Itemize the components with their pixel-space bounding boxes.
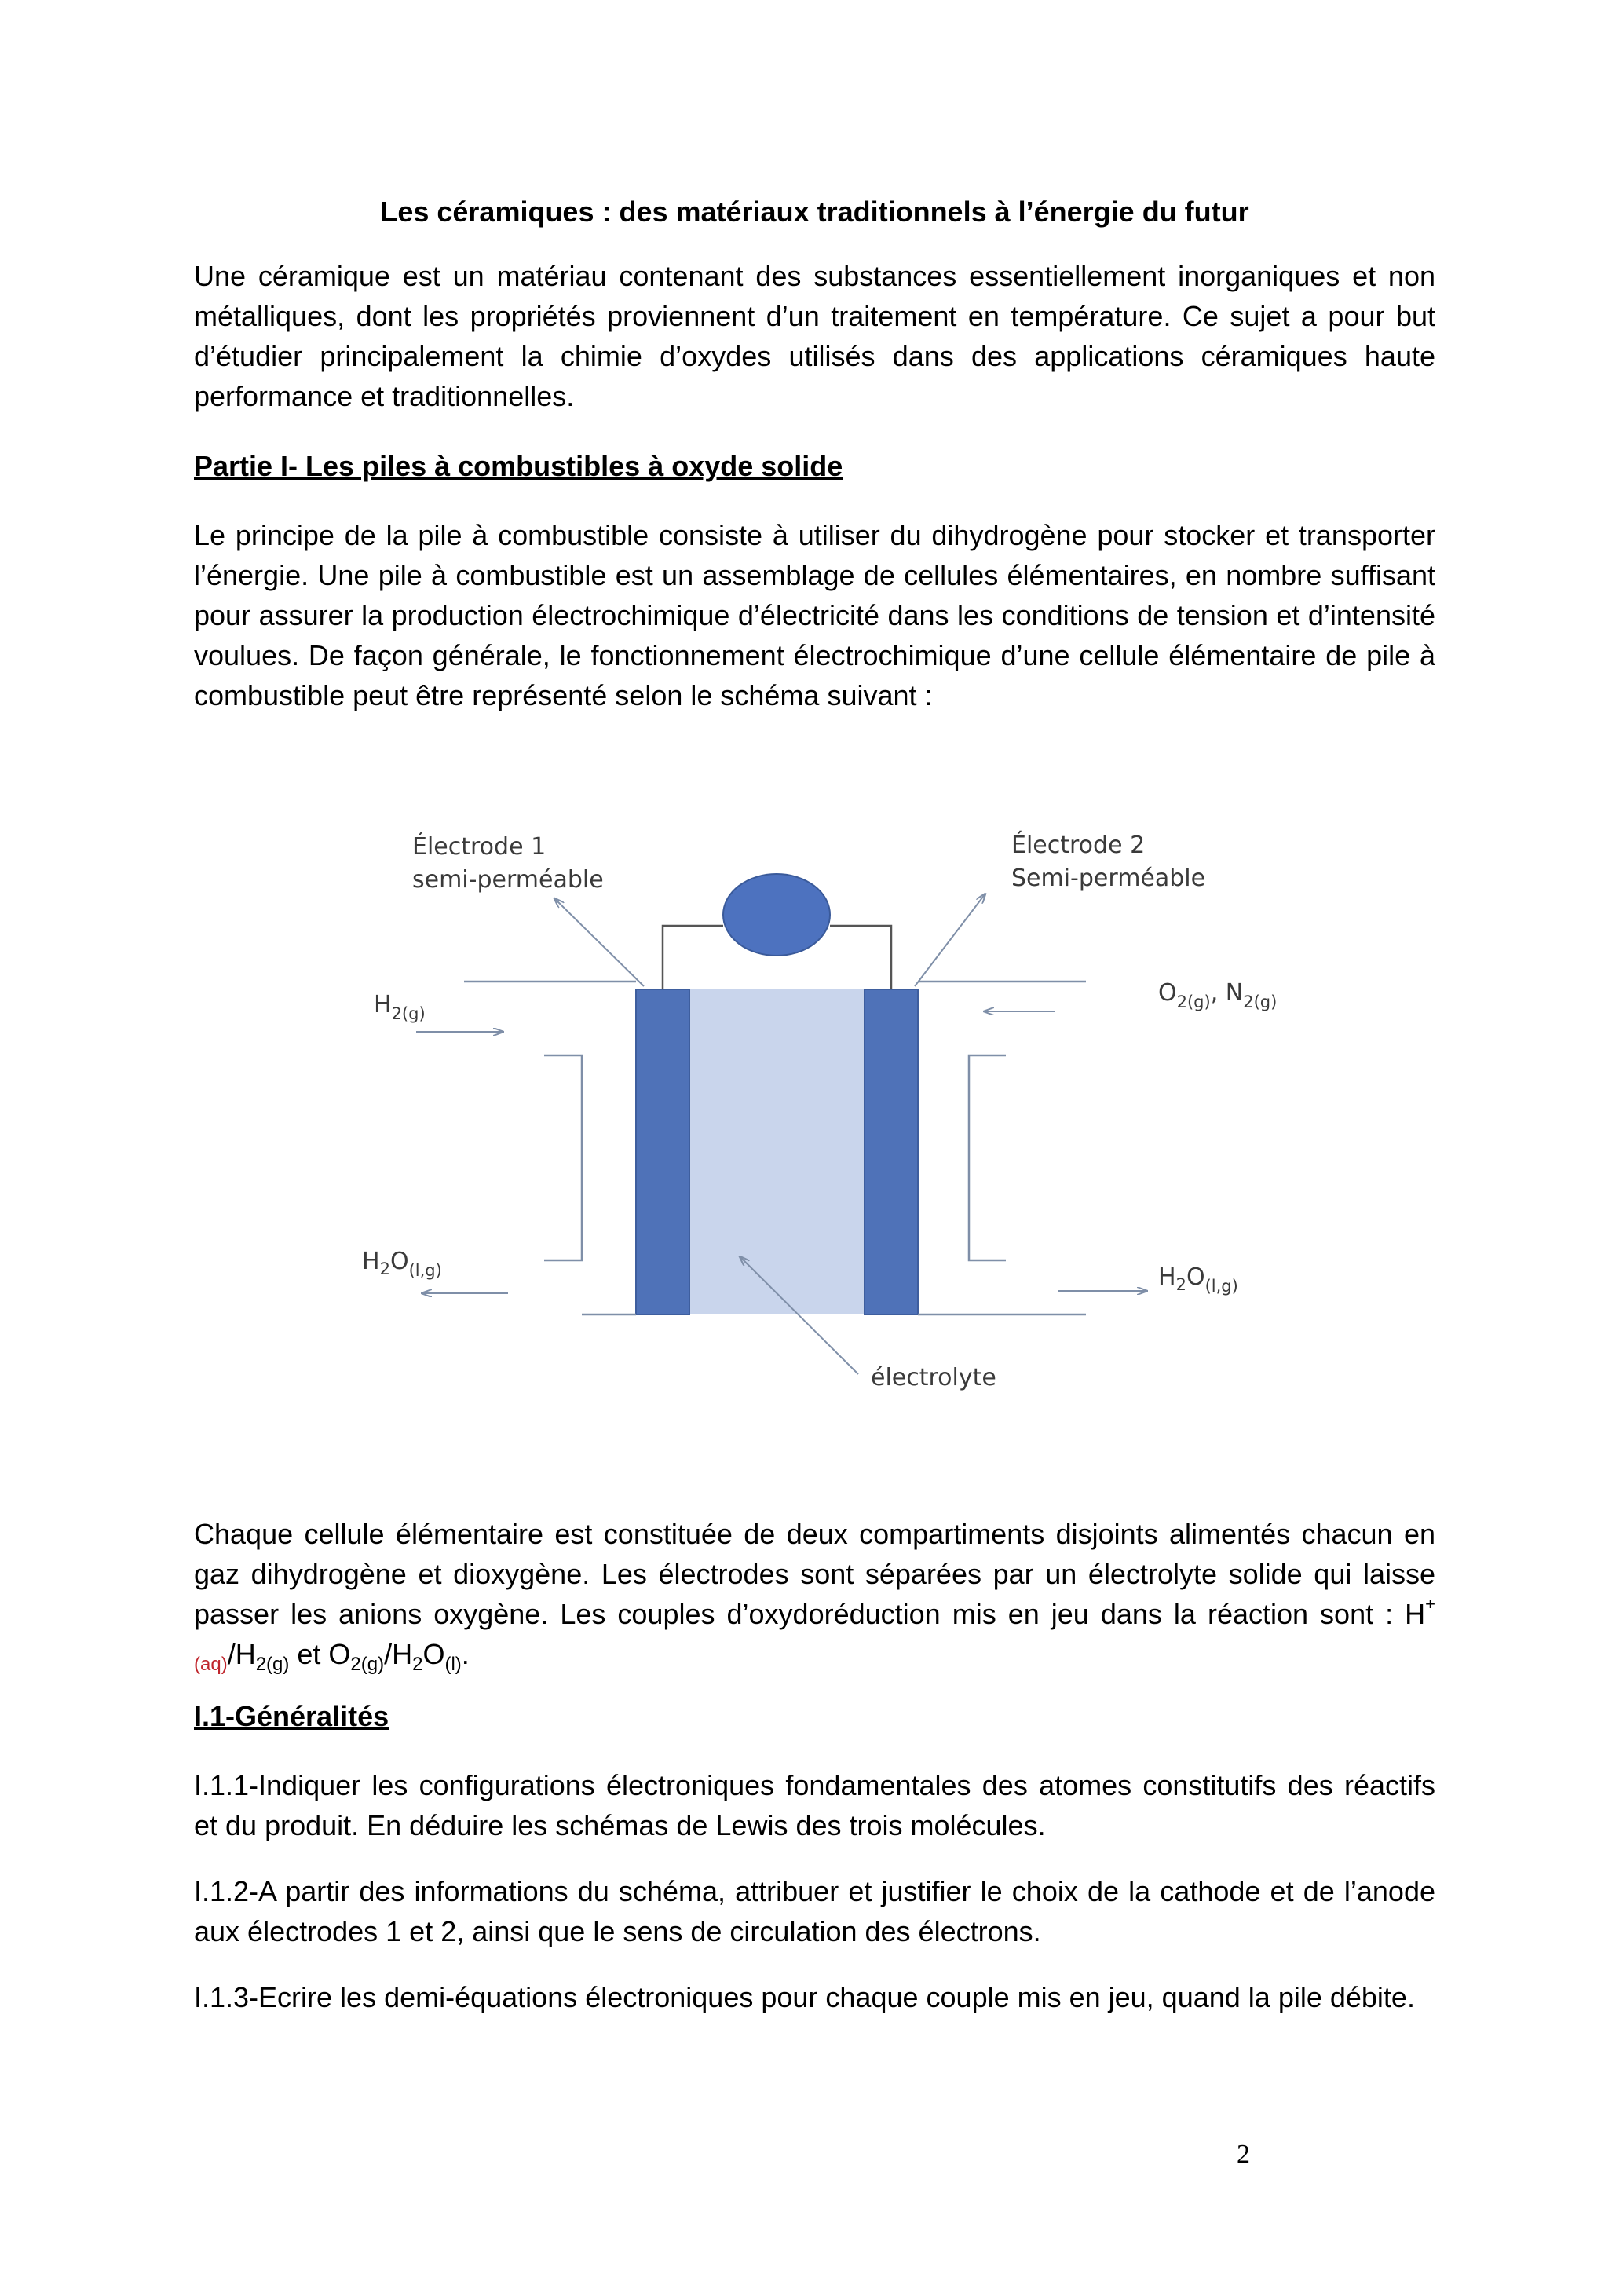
electrode-1 [636,989,689,1314]
load-circle [723,874,830,956]
h2o-o-text: O [422,1638,445,1670]
electrode1-label-line2: semi-perméable [412,866,604,894]
intro-paragraph: Une céramique est un matériau contenant des substances essentiellement inorganiques et non métalliques, dont les propriétés proviennent d’un traitement en température. Ce sujet a pour but d’étudier principalement la chimie d’oxydes utilisés dans des applications céramiques haute performance et traditionnelles. [194,260,1435,412]
left-bracket [544,1055,582,1260]
o2-subscript: 2(g) [350,1654,385,1675]
cell-paragraph-end: . [461,1638,470,1670]
h2o-left-label: H2O(l,g) [362,1248,442,1280]
page-number: 2 [1237,2140,1250,2169]
part1-heading: Partie I- Les piles à combustibles à oxyde solide [194,450,843,482]
and-o-text: et O [289,1638,351,1670]
fuel-cell-diagram [194,809,1435,1461]
electrode2-label-line1: Électrode 2 [1011,832,1146,859]
couple2-separator: /H [384,1638,413,1670]
document-title: Les céramiques : des matériaux traditionnels à l’énergie du futur [380,196,1249,228]
electrolyte-label: électrolyte [871,1364,996,1391]
couple1-separator: /H [227,1638,256,1670]
electrode2-pointer [915,894,985,986]
question-1-1-3: I.1.3-Ecrire les demi-équations électroniques pour chaque couple mis en jeu, quand la pile débite. [194,1981,1415,2013]
electrode1-label-line1: Électrode 1 [412,833,546,861]
aq-subscript: (aq) [194,1654,228,1675]
h2o-two-subscript: 2 [412,1654,423,1675]
h2o-right-label: H2O(l,g) [1158,1263,1238,1296]
question-1-1-1: I.1.1-Indiquer les configurations électroniques fondamentales des atomes constitutifs des réactifs et du produit. En déduire les schémas de Lewis des trois molécules. [194,1769,1435,1841]
o2-n2-label: O2(g), N2(g) [1158,979,1278,1011]
section-heading: I.1-Généralités [194,1700,389,1732]
h2o-state-subscript: (l) [444,1654,462,1675]
cell-paragraph [194,1514,1435,1674]
electrode2-label-line2: Semi-perméable [1011,865,1206,892]
question-1-1-2: I.1.2-A partir des informations du schéma, attribuer et justifier le choix de la cathode et de l’anode aux électrodes 1 et 2, ainsi que le sens de circulation des électrons. [194,1875,1435,1947]
cell-paragraph-text: Chaque cellule élémentaire est constituée de deux compartiments disjoints alimentés chacun en gaz dihydrogène et dioxygène. Les électrodes sont séparées par un électrolyte solide qui laisse passer les anions oxygène. Les couples d’oxydoréduction mis en jeu dans la réaction sont : H [194,1518,1435,1630]
h2-subscript: 2(g) [255,1654,290,1675]
document-page [194,0,1435,2296]
h-plus-superscript: + [1425,1594,1435,1614]
electrolyte-region [690,989,865,1314]
electrode1-pointer [554,898,644,986]
electrode-2 [865,989,918,1314]
h2-label: H2(g) [374,991,426,1023]
right-bracket [969,1055,1006,1260]
part1-paragraph: Le principe de la pile à combustible consiste à utiliser du dihydrogène pour stocker et transporter l’énergie. Une pile à combustible est un assemblage de cellules élémentaires, en nombre suffisant pour assurer la production électrochimique d’électricité dans les conditions de tension et d’intensité voulues. De façon générale, le fonctionnement électrochimique d’une cellule élémentaire de pile à combustible peut être représenté selon le schéma suivant : [194,519,1435,711]
